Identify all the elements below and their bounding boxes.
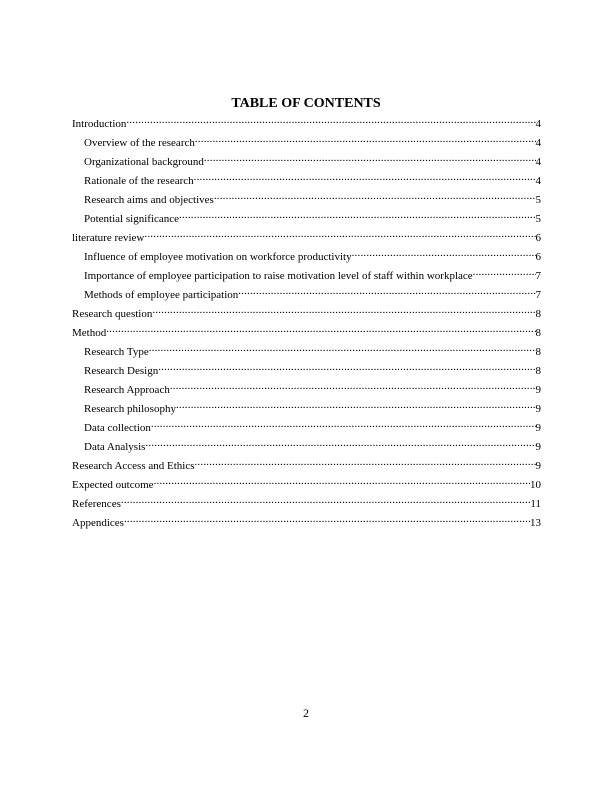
dot-leader [194,456,535,469]
dot-leader [204,152,536,165]
toc-entry-page: 11 [530,498,541,510]
toc-entry-label: Research Approach [84,384,170,396]
toc-entry-label: References [72,498,121,510]
toc-entry-label: Influence of employee motivation on workforce productivity [84,251,352,263]
toc-entry-label: Methods of employee participation [84,289,239,301]
toc-entry-page: 7 [535,289,541,301]
dot-leader [149,342,536,355]
dot-leader [121,494,531,507]
toc-entry-expected-outcome[interactable] [72,474,541,493]
toc-entry-page: 4 [535,137,541,149]
toc-entry-page: 8 [535,308,541,320]
toc-entry-research-aims-and-objectives[interactable] [72,189,541,208]
toc-entry-page: 6 [535,251,541,263]
toc-entry-page: 4 [535,156,541,168]
dot-leader [106,323,535,336]
toc-entry-research-design[interactable] [72,360,541,379]
toc-entry-importance-of-employee-participation[interactable] [72,265,541,284]
toc-entry-rationale-of-the-research[interactable] [72,170,541,189]
toc-entry-page: 8 [535,346,541,358]
toc-entry-page: 13 [530,517,541,529]
toc-entry-references[interactable] [72,493,541,512]
toc-entry-research-approach[interactable] [72,379,541,398]
page-number: 2 [303,706,309,720]
dot-leader [152,304,535,317]
toc-entry-page: 8 [535,327,541,339]
toc-entry-introduction[interactable] [72,113,541,132]
dot-leader [126,114,535,127]
toc-entry-overview-of-the-research[interactable] [72,132,541,151]
dot-leader [176,399,536,412]
toc-entry-page: 9 [535,460,541,472]
toc-entry-page: 9 [535,384,541,396]
toc-entry-literature-review[interactable] [72,227,541,246]
toc-entry-page: 9 [535,403,541,415]
toc-entry-page: 4 [535,175,541,187]
toc-entry-page: 5 [535,213,541,225]
toc-entry-page: 5 [535,194,541,206]
toc-entry-label: Research philosophy [84,403,176,415]
toc-entry-label: Data collection [84,422,151,434]
toc-entry-research-access-and-ethics[interactable] [72,455,541,474]
toc-entry-data-collection[interactable] [72,417,541,436]
toc-entry-research-question[interactable] [72,303,541,322]
toc-entry-label: Overview of the research [84,137,195,149]
toc-entry-label: Expected outcome [72,479,154,491]
toc-entry-label: Data Analysis [84,441,146,453]
toc-entry-label: Appendices [72,517,124,529]
toc-entry-methods-of-employee-participation[interactable] [72,284,541,303]
dot-leader [194,171,536,184]
dot-leader [158,361,535,374]
toc-entry-organizational-background[interactable] [72,151,541,170]
toc-entry-page: 8 [535,365,541,377]
toc-entry-label: Research question [72,308,153,320]
toc-entry-potential-significance[interactable] [72,208,541,227]
toc-entry-research-type[interactable] [72,341,541,360]
dot-leader [170,380,536,393]
toc-entry-label: Research Access and Ethics [72,460,195,472]
toc-entry-data-analysis[interactable] [72,436,541,455]
toc-entry-page: 7 [535,270,541,282]
dot-leader [154,475,530,488]
dot-leader [145,437,535,450]
toc-entry-page: 9 [535,441,541,453]
toc-entry-method[interactable] [72,322,541,341]
toc-entry-page: 4 [535,118,541,130]
dot-leader [473,266,536,279]
dot-leader [179,209,536,222]
dot-leader [195,133,536,146]
toc-entry-label: Research Type [84,346,149,358]
dot-leader [144,228,535,241]
dot-leader [151,418,536,431]
dot-leader [124,513,530,526]
toc-entry-influence-of-employee-motivation[interactable] [72,246,541,265]
toc-entry-label: Importance of employee participation to raise motivation level of staff within workplace [84,270,473,282]
toc-entry-research-philosophy[interactable] [72,398,541,417]
toc-entry-appendices[interactable] [72,512,541,531]
toc-list [72,113,541,531]
toc-entry-label: literature review [72,232,145,244]
dot-leader [238,285,535,298]
toc-entry-page: 10 [530,479,541,491]
toc-entry-label: Organizational background [84,156,204,168]
toc-entry-label: Method [72,327,107,339]
toc-entry-page: 6 [535,232,541,244]
toc-entry-label: Research aims and objectives [84,194,214,206]
toc-entry-label: Introduction [72,118,127,130]
toc-title: TABLE OF CONTENTS [231,96,381,111]
toc-entry-label: Potential significance [84,213,179,225]
toc-entry-page: 9 [535,422,541,434]
toc-entry-label: Rationale of the research [84,175,194,187]
dot-leader [214,190,536,203]
dot-leader [352,247,536,260]
toc-entry-label: Research Design [84,365,159,377]
